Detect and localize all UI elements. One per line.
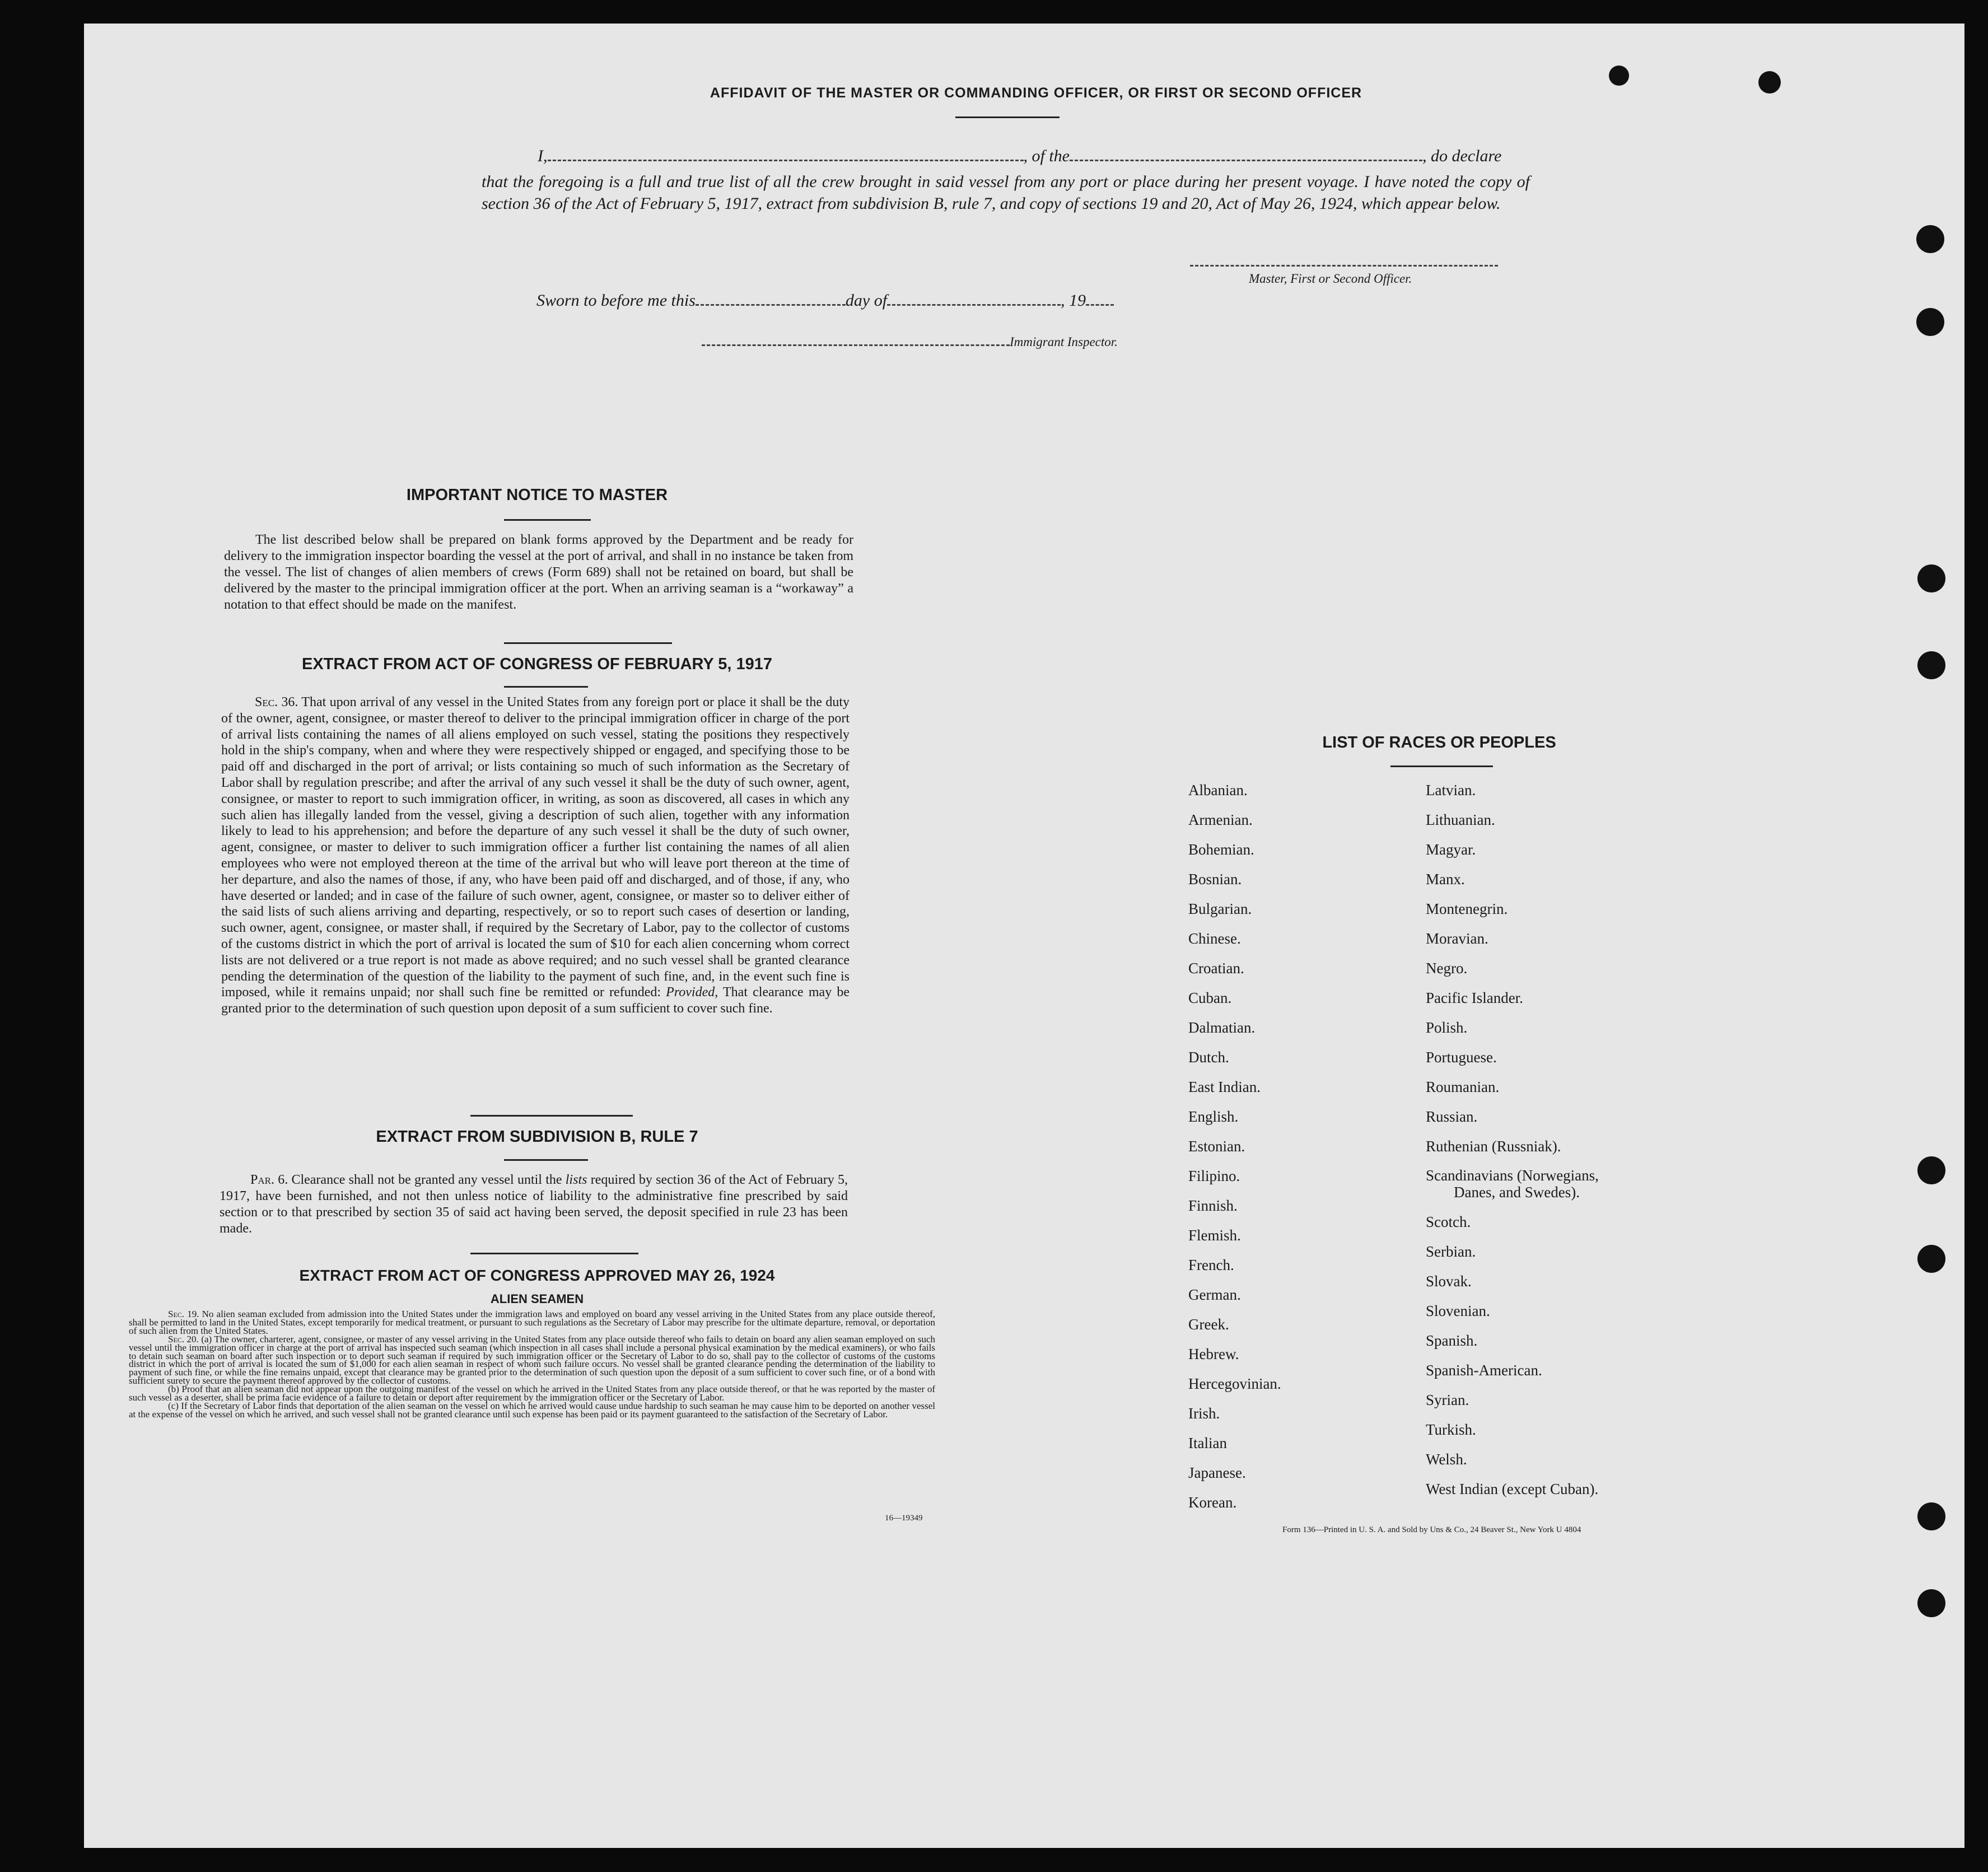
race-item: Bulgarian.: [1188, 900, 1252, 917]
vessel-name-field[interactable]: [1070, 159, 1422, 161]
race-item: Turkish.: [1426, 1421, 1476, 1438]
sworn-text: Sworn to before me this: [536, 291, 696, 310]
sec-20-label: Sec. 20.: [168, 1333, 199, 1345]
master-name-field[interactable]: [548, 159, 1024, 161]
sworn-year: , 19: [1061, 291, 1086, 310]
binder-hole: [1916, 225, 1944, 253]
race-item: Magyar.: [1426, 841, 1476, 858]
extract-1917-divider: [504, 686, 588, 688]
affidavit-body: that the foregoing is a full and true list of all the crew brought in said vessel from any port or place during her present voyage. I have noted the copy of section 36 of the Act of February 5, 1917, extract from subdivision B, rule 7, and copy of sections 19 and 20, Act of May 26, 1924, which appear below.: [482, 172, 1530, 213]
notice-body: The list described below shall be prepared on blank forms approved by the Department and be ready for delivery to the immigration inspector boarding the vessel at the port of arrival, and shall in no instance be taken from the vessel. The list of changes of alien members of crews (Form 689) shall not be retained on board, but shall be delivered by the master to the principal immigration officer at the port. When an arriving seaman is a “workaway” a notation to that effect should be made on the manifest.: [224, 533, 853, 612]
affidavit-declare: , do declare: [1422, 147, 1502, 165]
race-item: Montenegrin.: [1426, 900, 1508, 917]
race-item: Spanish.: [1426, 1332, 1478, 1349]
race-item: Finnish.: [1188, 1197, 1238, 1214]
sec-20a-text: (a) The owner, charterer, agent, consignee, or master of any vessel arriving in the United States from any place outside thereof who fails to detain on board any alien seaman employed on such vessel until the immigration officer in charge at the port of arrival has inspected such seaman (which inspection in all cases shall include a personal physical examination by the medical examiners), or who fails to detain such seaman on board after such inspection or to deport such seaman if required by such immigration officer or the Secretary of Labor to do so, shall pay to the collector of customs of the customs district in which the port of arrival is located the sum of $1,000 for each alien seaman in respect of whom such failure occurs. No vessel shall be granted clearance pending the determination of the liability to payment of such fine, or while the fine remains unpaid, except that clearance may be granted prior to the determination of such question upon the deposit of a sum sufficient to cover such fine, or of a bond with sufficient surety to secure the payment thereof approved by the collector of customs.: [129, 1333, 935, 1387]
form-code: 16—19349: [885, 1514, 923, 1523]
inspector-signature-field[interactable]: [702, 344, 1010, 346]
notice-divider: [504, 519, 591, 521]
binder-hole: [1609, 66, 1629, 86]
lists-word: lists: [565, 1173, 587, 1187]
binder-hole: [1917, 1589, 1945, 1617]
races-title: LIST OF RACES OR PEOPLES: [1322, 734, 1556, 751]
race-item: East Indian.: [1188, 1079, 1261, 1095]
affidavit-title: AFFIDAVIT OF THE MASTER OR COMMANDING OFFICER, OR FIRST OR SECOND OFFICER: [710, 85, 1362, 101]
signature-caption: Master, First or Second Officer.: [1249, 272, 1412, 286]
races-left-column: [1188, 776, 1281, 1518]
sworn-line: [536, 291, 1114, 310]
rule-7-title: EXTRACT FROM SUBDIVISION B, RULE 7: [376, 1128, 698, 1146]
proviso-word: Provided,: [666, 985, 718, 1000]
binder-hole: [1917, 651, 1945, 679]
extract-1917-bottom-divider: [470, 1115, 633, 1117]
race-item: Estonian.: [1188, 1138, 1245, 1155]
sec-20c-paragraph: (c) If the Secretary of Labor finds that deportation of the alien seaman on the vessel on which he arrived would cause undue hardship to such seaman he may cause him to be deported on another vessel at the expense of the vessel on which he arrived, and such vessel shall not be granted clearance until such expense has been paid or its payment guaranteed to the satisfaction of the Secretary of Labor.: [129, 1400, 935, 1420]
binder-hole: [1917, 1502, 1945, 1530]
race-item: Portuguese.: [1426, 1049, 1497, 1066]
race-item: French.: [1188, 1257, 1234, 1273]
race-item: Scotch.: [1426, 1213, 1471, 1230]
race-item: Slovak.: [1426, 1273, 1472, 1290]
signature-line[interactable]: [1190, 264, 1498, 267]
race-item: Polish.: [1426, 1019, 1468, 1036]
race-item: Hercegovinian.: [1188, 1375, 1281, 1392]
race-item: Syrian.: [1426, 1392, 1469, 1408]
race-item: English.: [1188, 1108, 1239, 1125]
race-item: Spanish-American.: [1426, 1362, 1542, 1379]
race-item: Dutch.: [1188, 1049, 1229, 1066]
race-item: Japanese.: [1188, 1464, 1246, 1481]
race-item: Cuban.: [1188, 989, 1232, 1006]
race-item: West Indian (except Cuban).: [1426, 1481, 1599, 1497]
race-item: Bohemian.: [1188, 841, 1254, 858]
sec-20a-paragraph: [129, 1333, 935, 1387]
race-item: Pacific Islander.: [1426, 989, 1523, 1006]
notice-title: IMPORTANT NOTICE TO MASTER: [406, 486, 668, 504]
race-item: Chinese.: [1188, 930, 1241, 947]
race-item: Croatian.: [1188, 960, 1244, 977]
affidavit-of-the: , of the: [1023, 147, 1070, 165]
notice-bottom-divider: [504, 642, 672, 644]
sworn-year-field[interactable]: [1086, 304, 1114, 306]
printer-footer: Form 136—Printed in U. S. A. and Sold by Uns & Co., 24 Beaver St., New York U 4804: [1282, 1525, 1581, 1534]
par-6-label: Par. 6.: [250, 1173, 288, 1187]
inspector-line: [702, 335, 1118, 349]
race-item: Greek.: [1188, 1316, 1229, 1333]
sworn-day-of: day of: [845, 291, 888, 310]
race-item: Latvian.: [1426, 782, 1476, 799]
binder-hole: [1758, 71, 1781, 94]
binder-hole: [1917, 1245, 1945, 1273]
race-item: German.: [1188, 1286, 1241, 1303]
rule-7-text-a: Clearance shall not be granted any vessel until the: [291, 1173, 562, 1187]
sworn-month-field[interactable]: [887, 304, 1061, 306]
inspector-caption: Immigrant Inspector.: [1010, 335, 1118, 349]
extract-1924-title: EXTRACT FROM ACT OF CONGRESS APPROVED MAY 26, 1924: [299, 1267, 775, 1284]
race-item: Armenian.: [1188, 811, 1253, 828]
binder-hole: [1916, 308, 1944, 336]
affidavit-i: I,: [538, 147, 548, 165]
race-item: Slovenian.: [1426, 1303, 1490, 1319]
sec-19-text: No alien seaman excluded from admission into the United States under the immigration laws and employed on board any vessel arriving in the United States from any place outside thereof, shall be permitted to land in the United States, except temporarily for medical treatment, or pursuant to such regulations as the Secretary of Labor may prescribe for the ultimate departure, removal, or deportation of such alien from the United States.: [129, 1309, 936, 1336]
sworn-day-field[interactable]: [696, 304, 846, 306]
race-item: Dalmatian.: [1188, 1019, 1256, 1036]
sec-19-paragraph: [129, 1310, 935, 1336]
alien-seamen-subtitle: ALIEN SEAMEN: [490, 1292, 584, 1306]
rule-7-bottom-divider: [470, 1253, 638, 1254]
extract-1924-body: [129, 1310, 935, 1419]
race-item: Russian.: [1426, 1108, 1478, 1125]
rule-7-text-b: required by section 36 of the Act of February 5, 1917, have been furnished, and not then unless notice of liability to the administrative fine prescribed by said section or to that prescribed by section 35 of said act having been served, the deposit specified in rule 23 has been made.: [220, 1173, 848, 1236]
race-item: Roumanian.: [1426, 1079, 1500, 1095]
sec-36-label: Sec. 36.: [255, 695, 298, 709]
race-item: Scandinavians (Norwegians,: [1426, 1167, 1599, 1184]
race-item: Filipino.: [1188, 1168, 1240, 1184]
extract-1917-body: [221, 694, 850, 1017]
rule-7-body: [220, 1172, 848, 1237]
races-right-column: [1426, 776, 1599, 1504]
title-divider: [955, 116, 1060, 118]
sec-36-text: That upon arrival of any vessel in the United States from any foreign port or place it shall be the duty of the owner, agent, consignee, or master thereof to deliver to the principal immigration officer in charge of the port of arrival lists containing the names of all aliens employed on such vessel, stating the positions they respectively hold in the ship's company, when and where they were respectively shipped or engaged, and specifying those to be paid off and discharged in the port of arrival; or lists containing so much of such information as the Secretary of Labor shall by regulation prescribe; and after the arrival of any such vessel it shall be the duty of such owner, agent, consignee, or master to report to such immigration officer, in writing, as soon as discovered, all cases in which any such alien has illegally landed from the vessel, giving a description of such alien, together with any information likely to lead to his apprehension; and before the departure of any such vessel it shall be the duty of such owner, agent, consignee, or master to deliver to such immigration officer a further list containing the names of all alien employees who were not employed thereon at the time of the arrival but who will leave port thereon at the time of her departure, and also the names of those, if any, who have been paid off and discharged, and of those, if any, who have deserted or landed; and in case of the failure of such owner, agent, consignee, or master so to deliver either of the said lists of such aliens arriving and departing, respectively, or so to report such cases of desertion or landing, such owner, agent, consignee, or master shall, if required by the Secretary of Labor, pay to the collector of customs of the customs district in which the port of arrival is located the sum of $10 for each alien concerning whom correct lists are not delivered or a true report is not made as above required; and no such vessel shall be granted clearance pending the determination of the question of the liability to the payment of such fine, and, in the event such fine is imposed, while it remains unpaid; nor shall such fine be remitted or refunded:: [221, 695, 850, 1000]
races-divider: [1390, 765, 1493, 767]
race-item: Italian: [1188, 1435, 1227, 1451]
race-item: Manx.: [1426, 871, 1465, 888]
rule-7-divider: [504, 1159, 588, 1161]
race-item: Serbian.: [1426, 1243, 1476, 1260]
race-item: Irish.: [1188, 1405, 1220, 1422]
race-item: Danes, and Swedes).: [1454, 1184, 1580, 1201]
race-item: Moravian.: [1426, 930, 1488, 947]
proviso-text: That clearance may be granted prior to the determination of such question upon deposit of a sum sufficient to cover such fine.: [221, 985, 850, 1016]
race-item: Negro.: [1426, 960, 1468, 977]
race-item: Lithuanian.: [1426, 811, 1495, 828]
sec-19-label: Sec. 19.: [168, 1309, 199, 1319]
race-item: Korean.: [1188, 1494, 1237, 1511]
race-item: Flemish.: [1188, 1227, 1241, 1244]
binder-hole: [1917, 564, 1945, 592]
race-item: Hebrew.: [1188, 1346, 1239, 1362]
binder-hole: [1917, 1156, 1945, 1184]
affidavit-line1: [538, 147, 1529, 166]
race-item: Bosnian.: [1188, 871, 1242, 888]
sec-20b-paragraph: (b) Proof that an alien seaman did not appear upon the outgoing manifest of the vessel on which he arrived in the United States from any place outside thereof, or that he was reported by the master of such vessel as a deserter, shall be prima facie evidence of a failure to detain or deport after requirement by the immigration officer or the Secretary of Labor.: [129, 1384, 935, 1403]
race-item: Welsh.: [1426, 1451, 1467, 1468]
race-item: Ruthenian (Russniak).: [1426, 1138, 1561, 1155]
race-item: Albanian.: [1188, 782, 1248, 799]
extract-1917-title: EXTRACT FROM ACT OF CONGRESS OF FEBRUARY 5, 1917: [301, 655, 773, 673]
